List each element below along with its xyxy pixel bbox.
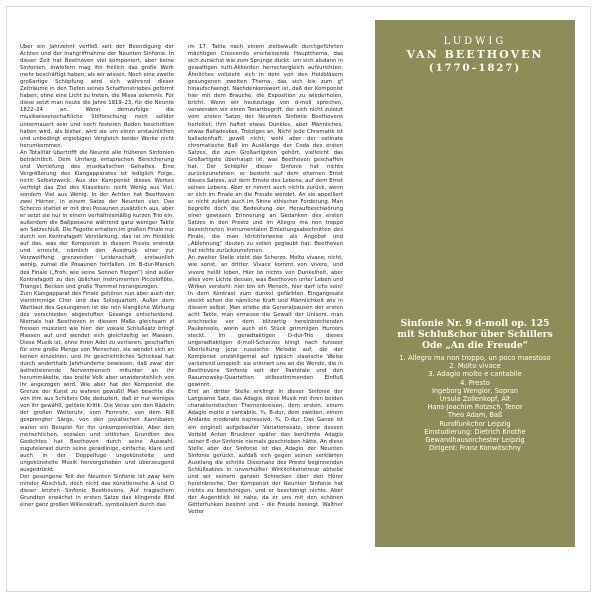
composer-last-name: VAN BEETHOVEN (406, 48, 544, 61)
notes-paragraph: An zweiter Stelle steht das Scherzo, Molto vivace; nicht, wie sonst, an dritter. Vivace kommt von vivere, und vivere heißt leben. Hier ist nichts von Dunkelheit, aber alles vom Lichte dessen, was Beethoven unter Leben und Wirken verstehl: hier bin ich Mensch, hier darf ichs sein! In dem Kontrast zum dunkel gefärbten Eingangssatz steckt schon die nämliche Kraft und Männlichkeit wie in diesem selbst. Man erlebe die Generalpausen der ersten acht Takte, man ermesse die Gewalt der Unisoni, man erschrecke vor dem blitzartig hereinbrechenden Paukensolo, worin auch ein Stück grimmigen Humors steckt. Im geradtaktigen D-dur-Trio dieses ungeradtaktigen d-moll-Scherzos klingt nach fursieer Überleitung jene russische Melodie auf, die der Komponist unzähligemal auf typisch slawische Weise variierend umspielt: sie erinnert uns an die Wende, die in Beethovens Sinfonie seit der Pastorale und den Rasumowsky-Quartetten stilbestimmenden Einfluß gewinnt. (188, 255, 343, 389)
performer-item: Theo Adam, Baß (447, 411, 503, 420)
work-title-line: Sinfonie Nr. 9 d-moll op. 125 (400, 318, 550, 329)
work-title-line: mit Schlußchor über Schillers (397, 329, 553, 340)
notes-paragraph: Über ein Jahrzehnt verfloß seit der Beendigung der Achten und der Inangriffnahme der Neunten Sinfonie. In dieser Zeit hat Beethoven viel komponiert, aber keine Sinfonien. Inwiefern mag ihn freilich das große Werk mehr beschäftigt haben, als wir wissen. Noch eine zweite großartige Schöpfung wird sich während dieser Zeiträume in den Tiefen seines Schaffenstriebes geformt haben; ohne eine Licht zu treten, die Missa solemnis. Für diese setzt man heute die Jahre 1819–23, für die Neunte 1822–24 an. Wenn demzufolge die musikwissenschaftliche Stilforschung noch solider untermauert sein und noch festeren Boden beschritten haben wird, als bisher, wird sie um einen erstaunlichen und unbedingt ergiebigen Vergleich beider Werke nicht herumkommen. (20, 44, 174, 149)
notes-paragraph: An Totalität übertrifft die Neunte alle früheren Sinfonien beträchtlich. Dem Umfang entsprechen Bereicherung und Vertiefung des musikalischen Gehaltes. Eine Vergrößerung des Klangapparates ist lediglich Folge, nicht Selbstzweck. Aus der Komponist dieses Werkes verfolgt das Ziel des Klassikers: nicht Wenig aus Viel, sondern Viel aus Wenig. In der Achten hat Beethoven zwei Hörner, in einem Satze der Neunten vier. Das Scherzo stattet er mit drei Posaunen zusätzlich aus, aber er setzt sie nur in einem verhältnismäßig kurzen Trio ein, außerdem die Baßposaune während ganz weniger Takte am Satzschluß. Die Fagotte erhalten im großen Finale nur durch ein Kontrafagott Verstärkung, das ist im Hinblick auf das, was der Komponist in diesem Presto erstrebt und erreicht, nämlich den Ausdruck einer zur Verzweiflung grenzenden Leidenschaft, erstaunlich wenig, zumal die Posaunen fortfallen. Im B-dur-Marsch des Finale („Froh, wie seine Sonnen fliegen“) sind außer Kontrafagott zu den üblichen Instrumenten Piccoloflöte, Triangel, Becken und große Trommel herangezogen. (20, 149, 174, 290)
work-title-line: Ode „An die Freude“ (421, 340, 528, 351)
movement-item: 2. Molto vivace (449, 362, 501, 371)
performer-item: Hans-Joachim Rotzsch, Tenor (427, 403, 523, 412)
notes-paragraph: Erst an dritter Stelle erklingt in dieser Sinfonie der Langsame Satz, das Adagio, diese Musik mit ihren beiden charakteristischen Themenkreisen, dem ersten, einem Adagio molto e cantabile, ⁴⁄₄, B-dur, dem zweiten, einem Andante moderato espressivo, ³⁄₄, D-dur. Das Ganze ist ein originell aufgebauter Variationssatz, ohne dessen Vorbild Anton Bruckner später das berühmte Adagio seiner E-dur-Sinfonie niemals geschrieben hätte. An diese Stelle aber der Sinfonie ist das Adagio der Neunten Sinfonie gerückt, aufdaß sich gegen seinen verklärten Ausklang die schrille Dissonanz des Presto beginnenden Schlußsatzes in unverhüllter Wirklichkeitstreue abhebe und wir seinem ganzen Schrecken über den Hörer hereinbreche. Der Komponist der Neunten Sinfonie hat nichts zu beschönigen, und er beschönigt nichts. Aber der Augenblick ist nahe, da er uns mit den schönen Götterfunken besinnt und – die Freude besingt. Walther Vetter (188, 389, 343, 516)
notes-paragraph: im 17. Takte nach einem zielbewußt durchgeführten mächtigen Crescendo erscheinende Hauptthema, das sich zunächst wie zum Sprunge duckt, um sich alsdann in gewaltigen tutti-Akkorden herrschergleich aufzurichten. Ähnliches vollzieht sich in dem von den Holzbläsern gesungenen zweiten Thema, das sich bis zum g³ hinaufschwingt. Nachdenkenswert ist, daß der Komponist hier mit dem Brauche, die Exposition zu wiederholen, bricht. Wenn wir heutzutage von d-moll sprechen, verwenden wir einen Tonartbegriff, der sich nicht zuletzt vom ersten Satze der Neunten Sinfonie Beethovens herleitet; ihm haftet etwas Dunkles, aber Männliches, etwas Balladeskes, Trotziges an. Nicht jede Chromatik ist balladenhaft, gewiß nicht; wohl aber der ostinate chromatische Baß im Ausklange der Coda des ersten Satzes, die zum Großartigsten gehört, vielleicht das Großartigste überhaupt ist, was Beethoven geschaffen hat. Der Schöpfer dieser Sinfonie hat nichts zurückzunehmen: er besteht auf dem ehernen Ernst dieses Satzes, auf dem Ernste des Lebens, auf dem Ernst seines Lebens. Aber er nimmt auch nichts zurück, wenn er sich im Finale an die Freude wendet. An sie appelliert er nicht zuletzt auch im Sinne ethischer Forderung. Man begreife doch die Bedeutung der Heraufbeschwörung einer gewissen Erinnerung an Gedanken des ersten Satzes in den Presto und im Allegro ma non troppo bezeichneten instrumentalen Einleitungsabschnitten des Finale, die man törichterweise als Angebot und „Ablehnung“ deuten zu sollen geglaubt hat: Beethoven hat nichts zurückzunehmen. (188, 44, 343, 255)
performer-item: Gewandhausorchester Leipzig (425, 436, 525, 445)
performer-item: Rundfunkchor Leipzig (439, 419, 511, 428)
work-title (375, 318, 575, 351)
performer-item: Ursula Zollenkopf, Alt (439, 395, 511, 404)
title-panel (375, 20, 575, 547)
composer-first-name: LUDWIG (443, 36, 507, 47)
liner-notes-column-1 (20, 44, 174, 574)
composer-dates: (1770–1827) (428, 63, 522, 74)
movement-item: 1. Allegro ma non troppo, un poco maestoso (399, 354, 551, 362)
performer-item: Einstudierung: Dietrich Knothe (424, 427, 526, 436)
performer-item: Ingeborg Wenglor, Sopran (431, 386, 519, 395)
performer-item: Dirigent: Franz Konwitschny (429, 444, 521, 453)
notes-paragraph: Der gesungene Teil der Neunten Sinfonie ist zwar kein minder Abschluß, doch nicht das künstlerische A und O dieser letzten Sinfonie Beethovens. Auf tragischem Grundton erwächst in ersten Satze das klingende Bild einer ganz großen Willenskraft, symbolisiert durch das (20, 473, 174, 509)
notes-paragraph: Zum Klangapparat des Finale gehören nun aber auch der vierstimmige Chor und das Soloquartett. Außer dem Wortlaut des Gesungenen ist die rein klangliche Wirkung des verschieden abgestuften Gesangs entscheidend. Niemals hat Beethoven in diesem Maße gleichsam zl fressen musiziert wie hier: der vokale Schlußsatz bringt Massen auf und wendet sich gleichzeitig an Massen. Diese Musik ist, ohne ihren Adel zu verlieren, geschaffen für eine große Menge von Menschen, sie wendet sich an keinen einzelnen, und ihr geschichtliches Schicksal hat durch anderthalb Jahrhunderte bewiesen, daß zwar der ästhetisierende Nervenmensch mitunter an ihr herummäkelte, das breite Volk aber unwiderstehlich von ihr angezogen wird. Wie aber hat der Komponist die Grenze der Kunst zu wahren gewußt! Man beachte die von ihm aus Schillers Ode deduziert, daß er nur weniges von ihr gewählt, gelöste Kritik. Die Verse von den Rädern der großen Welteruhr, vom Fernrohr, von dem Riß gesprengter Särge, von den jovialischen Kannibalen waren ein Beispiel für ihn unkomponierbar. Aber den menschlichen, sozialen und sittlichen Grundton des Gedichtes hat Beethoven durch seine Auswahl, zugutelerast durch seine geradlinige, einfache, klare und auch in der Doppelfuge ungekünstelte und ungekünstelte Musik hervorgehoben und überzeugend ausgedrückt. (20, 290, 174, 473)
credits-block (375, 354, 575, 452)
composer-heading (375, 36, 575, 76)
movement-item: 4. Presto (460, 378, 490, 387)
liner-notes-column-2 (188, 44, 343, 564)
movement-item: 3. Adagio molto e cantabile (428, 370, 522, 379)
